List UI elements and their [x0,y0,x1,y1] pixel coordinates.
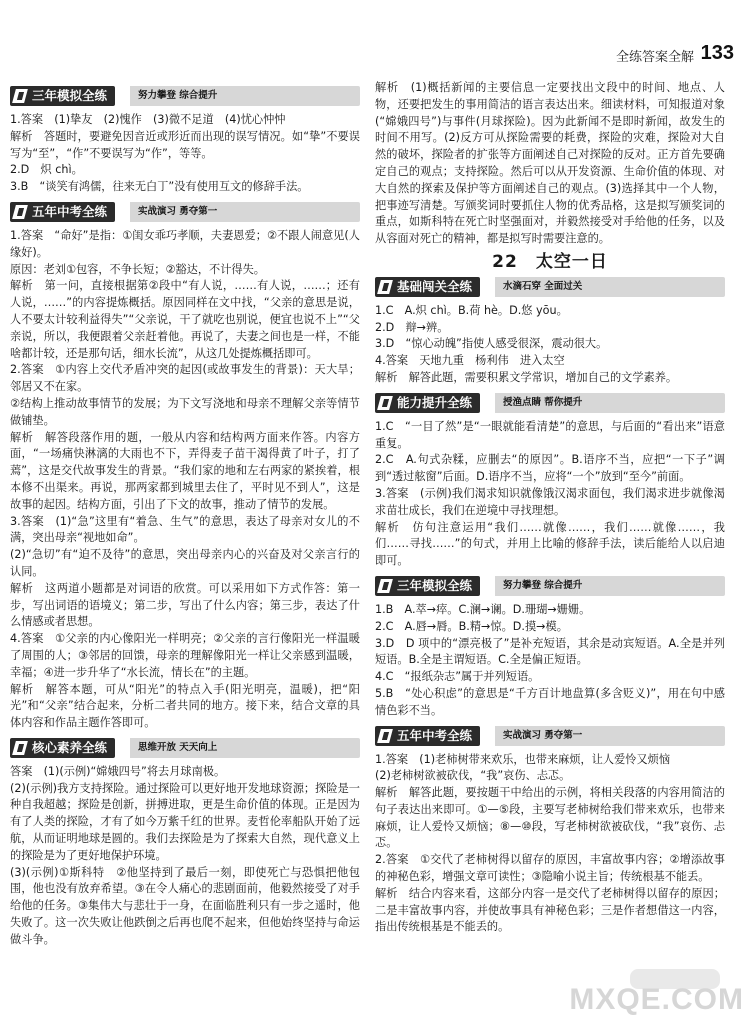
section-header-sannian-2 [375,576,725,596]
section-body [375,602,725,720]
answer-line: (2)老柿树欲被砍伐，“我”哀伤、忐忑。 [375,769,571,783]
answer-line: 2.D 炽 chì。 [10,163,83,177]
page-number: 133 [700,42,734,64]
answer-line: 1.C “一目了然”是“一眼就能看清楚”的意思，与后面的“看出来”语意重复。 [375,419,725,450]
answer-line: 3.答案 (示例)我们渴求知识就像饿汉渴求面包，我们渴求进步就像渴求苗壮成长，我们在逆境中寻找理想。 [375,486,725,517]
answer-line: 3.D D 项中的“漂亮极了”是补充短语，其余是动宾短语。A.全是并列短语。B.全是主谓短语。C.全是偏正短语。 [375,636,725,667]
answer-line: 5.B “处心积虑”的意思是“千方百计地盘算(多含贬义)”，用在句中感情色彩不当。 [375,686,725,717]
header-title: 全练答案全解 [615,50,694,65]
answer-line: 2.D 辩→辨。 [375,320,449,334]
left-column [10,80,360,949]
section-header-wunian [10,202,360,222]
section-tagline: 努力攀登 综合提升 [130,86,360,106]
section-body [10,112,360,196]
answer-line: 1.B A.萃→瘁。C.澜→谰。D.珊瑚→姗姗。 [375,602,591,616]
answer-line: 1.答案 (1)挚友 (2)愧作 (3)微不足道 (4)忧心忡忡 [10,113,286,126]
answer-line: 解析 解答段落作用的题，一般从内容和结构两方面来作答。内容方面，“一场痛快淋漓的大雨也不下，弄得麦子苗干渴得黄了叶子，打了蔫”，这是交代故事发生的背景。“我们家的地和左右两家的紧挨着，根本修不出渠来。再说，那两家都到城里去住了，平时见不到人”，这是故事的起因。结构方面，引出了下文的故事，推动了情节的发展。 [10,430,360,511]
section-header-sannian [10,86,360,106]
answer-line: (3)(示例)①斯科特 ②他坚持到了最后一刻，即使死亡与恐惧把他包围，他也没有放弃希望。③在令人痛心的悲剧面前，他毅然接受了对手给他的任务。③集伟大与悲壮于一身，在面临胜利只有一步之遥时，他失败了。这一次失败让他跌倒之后再也爬不起来，但他始终坚持与命运做斗争。 [10,865,360,946]
section-tagline: 实战演习 勇夺第一 [495,726,725,746]
answer-line: 3.答案 (1)“急”这里有“着急、生气”的意思，表达了母亲对女儿的不满，突出母亲“视地如命”。 [10,514,360,545]
section-title: 能力提升全练 [375,393,480,413]
section-body [10,764,360,949]
answer-line: 1.答案 “命好”是指：①闺女乖巧孝顺，夫妻恩爱；②不跟人闹意见(人缘好)。 [10,228,360,259]
answer-line: 4.C “报纸杂志”属于并列短语。 [375,670,540,684]
section-body [375,752,725,937]
section-body [375,303,725,387]
section-title: 五年中考全练 [375,726,480,746]
answer-line: 4.答案 天地九重 杨利伟 进入太空 [375,354,565,368]
answer-line: 3.B “谈笑有鸿儒，往来无白丁”没有使用互文的修辞手法。 [10,180,309,194]
section-header-hexin [10,738,360,758]
answer-line: 解析 结合内容来看，这部分内容一是交代了老柿树得以留存的原因；二是丰富故事内容，并使故事具有神秘色彩；三是作者想借这一内容，指出传统根基是不能丢的。 [375,886,725,934]
section-body [375,80,725,248]
answer-line: 4.答案 ①父亲的内心像阳光一样明亮；②父亲的言行像阳光一样温暖了周围的人；③邻居的回馈，母亲的理解像阳光一样让父亲感到温暖，幸福；④进一步升华了“水长流，情长在”的主题。 [10,632,360,679]
answer-line: 3.D “惊心动魄”指使人感受很深，震动很大。 [375,337,608,351]
section-body [10,228,360,732]
page-header [0,42,750,72]
section-tagline: 水滴石穿 全面过关 [495,277,725,297]
answer-line: 解析 (1)概括新闻的主要信息一定要找出文段中的时间、地点、人物，还要把发生的事用简洁的语言表达出来。细读材料，可知报道对象(“嫦娥四号”)与事件(月球探险)。因为此新闻不是即时新闻，故发生的时间不用写。(2)反方可从探险需要的耗费，探险的灾难，探险对大自然的破坏，探险者的扩张等方面阐述自己对探险的反对。正方首先要确定自己的观点；支持探险。然后可以从开发资源、生命价值的体现、对大自然的探索及保护等方面阐述自己的观点。(3)选择其中一个人物，把事迹写清楚。写颁奖词时要抓住人物的优秀品格，这是拟写颁奖词的重点，如斯科特在死亡时坚强面对，并毅然接受对手给他的任务，以及从容面对死亡的精神，都是拟写时需要注意的。 [375,81,725,246]
answer-line: 解析 答题时，要避免因音近或形近而出现的误写情况。如“挚”不要误写为“至”，“作”不要误写为“作”，等等。 [10,129,360,160]
answer-line: (2)“急切”有“迫不及待”的意思，突出母亲内心的兴奋及对父亲言行的认同。 [10,548,360,578]
answer-line: 解析 仿句注意运用“我们……就像……，我们……就像……，我们……寻找……”的句式，并用上比喻的修辞手法，读后能给人以启迪即可。 [375,520,725,568]
section-title: 核心素养全练 [10,738,115,758]
watermark-text: MXQE.COM [569,983,744,1016]
section-header-wunian-2 [375,726,725,746]
section-title: 三年模拟全练 [375,576,480,596]
answer-line: 解析 这两道小题都是对词语的欣赏。可以采用如下方式作答：第一步，写出词语的语境义；第二步，写出了什么内容；第三步，表达了什么情感或者思想。 [10,581,360,629]
section-tagline: 思维开放 天天向上 [130,738,360,758]
section-tagline: 努力攀登 综合提升 [495,576,725,596]
section-header-jichu [375,277,725,297]
answer-line: 2.答案 ①内容上交代矛盾冲突的起因(或故事发生的背景)：天大旱；邻居又不在家。 [10,363,360,394]
answer-line: ②结构上推动故事情节的发展；为下文写浇地和母亲不理解父亲等情节做铺垫。 [10,396,360,427]
answer-line: 2.答案 ①交代了老柿树得以留存的原因，丰富故事内容；②增添故事的神秘色彩，增强文章可读性；③隐喻小说主旨；传统根基不能丢。 [375,853,725,884]
section-tagline: 实战演习 勇夺第一 [130,202,360,222]
answer-line: 2.C A.句式杂糅，应删去“的原因”。B.语序不当，应把“一下子”调到“透过舷窗”后面。D.语序不当，应将“一个”放到“至今”前面。 [375,453,725,484]
answer-line: 解析 解答此题，需要积累文学常识，增加自己的文学素养。 [375,370,678,384]
section-tagline: 授渔点睛 帮你提升 [495,393,725,413]
answer-line: 解析 解答此题，要按题干中给出的示例，将相关段落的内容用简洁的句子表达出来即可。①—⑤段，主要写老柿树给我们带来欢乐，也带来麻烦，让人爱怜又烦恼；⑧—⑩段，写老柿树欲被砍伐，“我”哀伤、忐忑。 [375,786,725,850]
right-column [375,80,725,936]
answer-line: 1.答案 (1)老柿树带来欢乐，也带来麻烦，让人爱怜又烦恼 [375,752,671,766]
answer-line: 原因：老刘①包容，不争长短；②豁达，不计得失。 [10,262,265,276]
section-title: 基础闯关全练 [375,277,480,297]
chapter-title: 22 太空一日 [492,251,608,272]
section-title: 五年中考全练 [10,202,115,222]
answer-line: 解析 第一问，直接根据第②段中“有人说，……有人说，……；还有人说，……”的内容提炼概括。原因同样在文中找，“父亲的意思是说，人不要太计较利益得失”“父亲说，干了就吃也别说，便宜也说不上”“父亲说，所以，我便跟着父亲赶着他。再说了，夫妻之间也是一样，不能啥都计较，还是那句话，细水长流”，从这几处提炼概括即可。 [10,279,360,360]
answer-line: 1.C A.炽 chì。B.荷 hè。D.悠 yōu。 [375,303,568,317]
answer-line: 答案 (1)(示例)“嫦娥四号”将去月球南极。 [10,764,226,778]
section-header-nengli [375,393,725,413]
section-body [375,419,725,570]
section-title: 三年模拟全练 [10,86,115,106]
answer-line: 解析 解答本题，可从“阳光”的特点入手(阳光明亮，温暖)，把“阳光”和“父亲”结合起来，分析二者共同的地方。接下来，结合文章的具体内容和作品主题作答即可。 [10,682,360,730]
answer-line: 2.C A.唇→脣。B.精→惊。D.摸→模。 [375,619,568,633]
answer-line: (2)(示例)我方支持探险。通过探险可以更好地开发地球资源；探险是一种自我超越；探险是创新，拼搏进取，更是生命价值的体现。正是因为有了人类的探险，才有了如今万紫千红的世界。麦哲伦率船队开始了远航，从而证明地球是圆的。我们去探险是为了探索大自然，现代意义上的探险是为了更好地保护环境。 [10,781,360,862]
